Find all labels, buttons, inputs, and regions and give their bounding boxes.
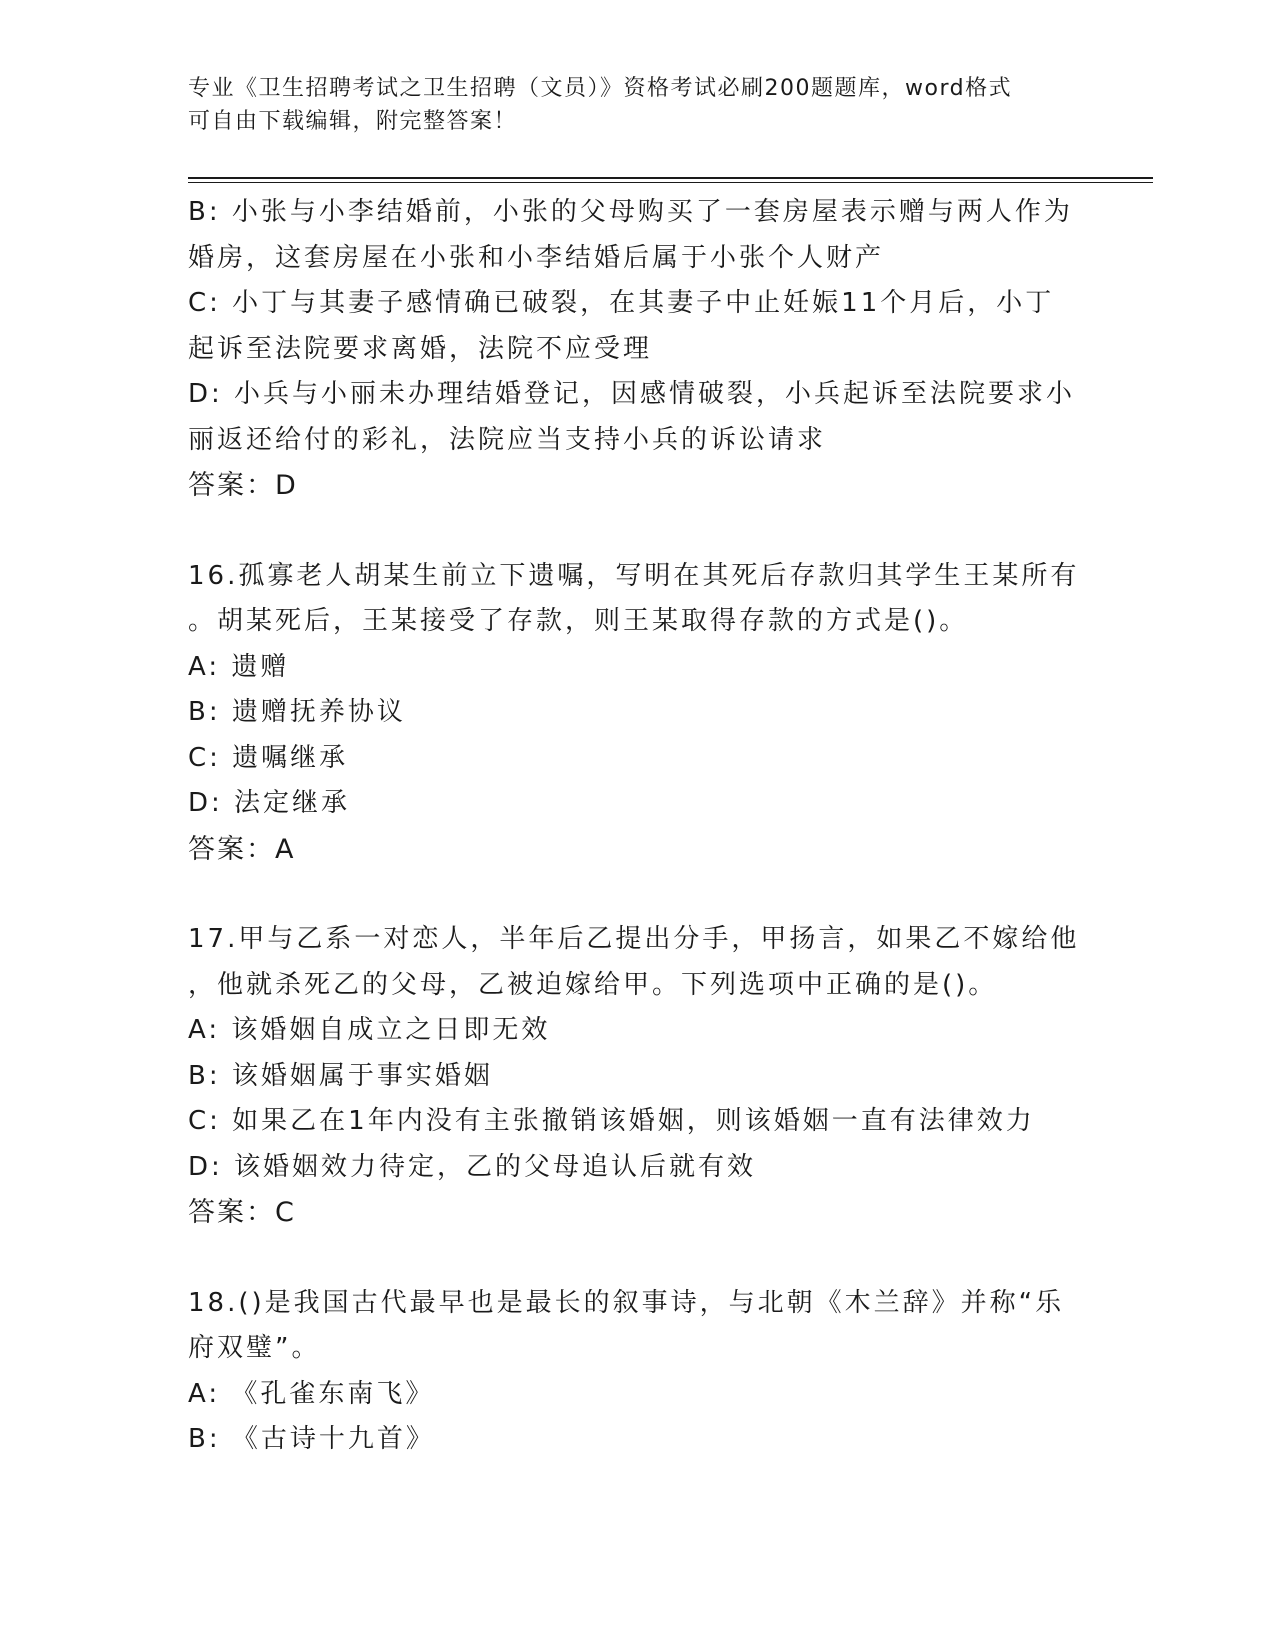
question-stem-line-2: 府双璧”。 [188,1333,321,1363]
question-stem-line-1: 16.孤寡老人胡某生前立下遗嘱，写明在其死后存款归其学生王某所有 [188,560,1080,591]
question-16 [188,554,1080,873]
option-d: D: 该婚姻效力待定，乙的父母追认后就有效 [188,1151,757,1182]
option-c: C: 如果乙在1年内没有主张撤销该婚姻，则该婚姻一直有法律效力 [188,1106,1035,1136]
question-spacer [188,509,1073,554]
option-b-line-2: 婚房，这套房屋在小张和小李结婚后属于小张个人财产 [188,242,885,273]
question-spacer [188,872,1073,917]
question-stem-line-2: 。胡某死后，王某接受了存款，则王某取得存款的方式是()。 [188,606,969,636]
option-a: A: 《孔雀东南飞》 [188,1378,435,1409]
option-d-line-1: D: 小兵与小丽未办理结婚登记，因感情破裂，小兵起诉至法院要求小 [188,379,1076,409]
option-c: C: 遗嘱继承 [188,742,349,773]
option-b: B: 该婚姻属于事实婚姻 [188,1060,493,1091]
answer: 答案：A [188,833,296,865]
question-stem-line-1: 17.甲与乙系一对恋人，半年后乙提出分手，甲扬言，如果乙不嫁给他 [188,924,1080,954]
option-c-line-2: 起诉至法院要求离婚，法院不应受理 [188,333,653,364]
question-content [188,190,1080,1463]
option-a: A: 该婚姻自成立之日即无效 [188,1015,551,1045]
question-stem-line-2: ，他就杀死乙的父母，乙被迫嫁给甲。下列选项中正确的是()。 [188,969,998,1000]
header-title-line-2: 可自由下载编辑，附完整答案！ [188,109,518,134]
option-b-line-1: B: 小张与小李结婚前，小张的父母购买了一套房屋表示赠与两人作为 [188,197,1073,227]
page-header [188,72,1068,138]
answer: 答案：D [188,470,298,501]
option-b: B: 《古诗十九首》 [188,1424,435,1454]
answer: 答案：C [188,1197,296,1228]
question-18 [188,1281,1073,1463]
option-a: A: 遗赠 [188,651,290,682]
option-d-line-2: 丽返还给付的彩礼，法院应当支持小兵的诉讼请求 [188,424,827,455]
header-divider-thin [188,182,1153,183]
question-15 [188,190,1076,509]
option-b: B: 遗赠抚养协议 [188,697,406,727]
question-stem-line-1: 18.()是我国古代最早也是最长的叙事诗，与北朝《木兰辞》并称“乐 [188,1287,1065,1318]
header-title-line-1: 专业《卫生招聘考试之卫生招聘（文员）》资格考试必刷200题题库，word格式 [188,76,1013,101]
question-spacer [188,1236,1073,1281]
header-divider-thick [188,177,1153,179]
question-17 [188,917,1080,1236]
option-c-line-1: C: 小丁与其妻子感情确已破裂，在其妻子中止妊娠11个月后，小丁 [188,288,1055,318]
option-d: D: 法定继承 [188,788,351,818]
